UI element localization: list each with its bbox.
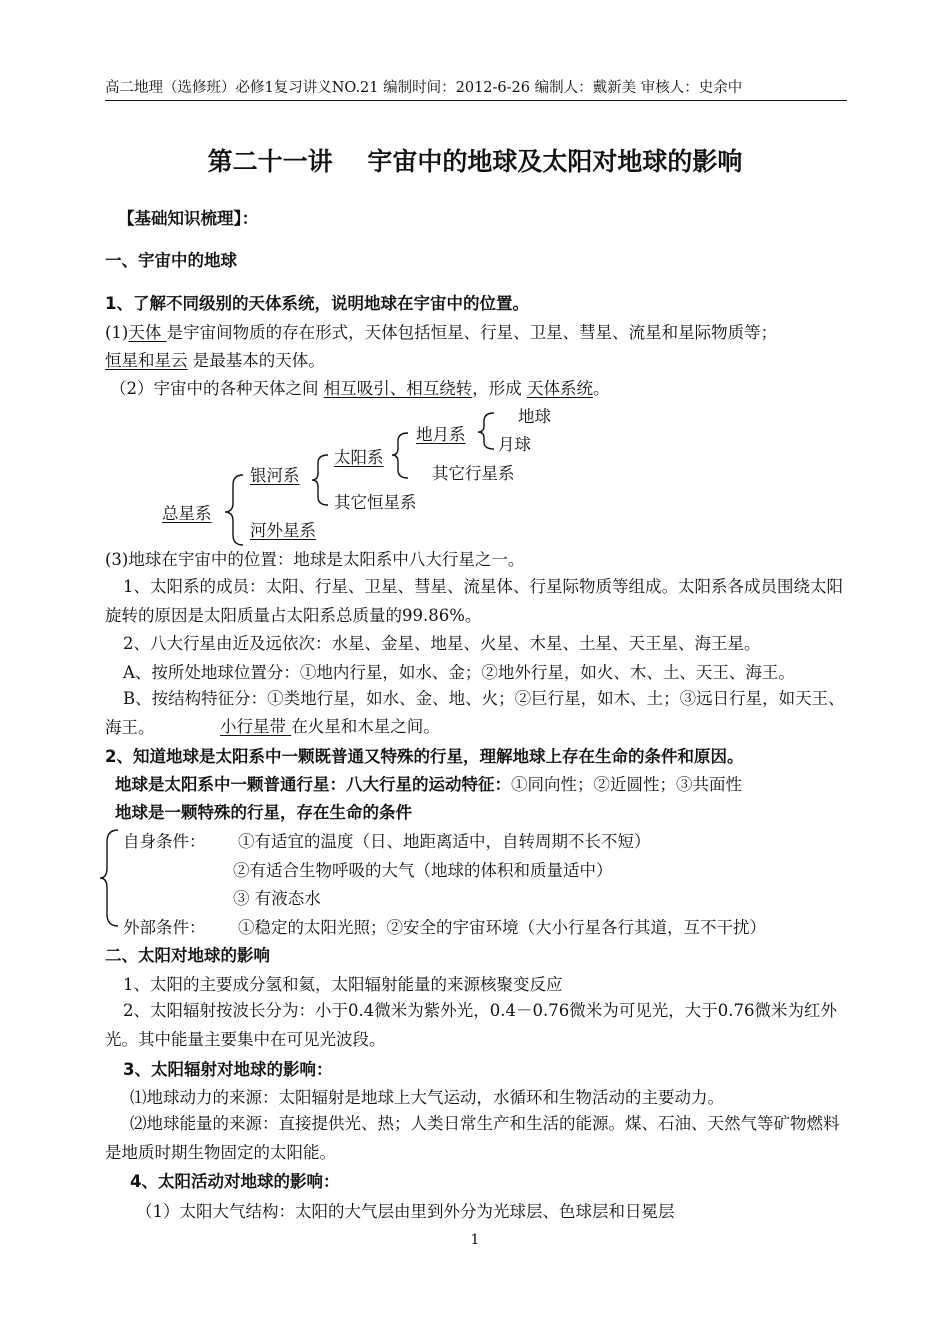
term-asteroid-belt: 小行星带 <box>220 717 292 736</box>
paragraph-earth-position: (3)地球在宇宙中的位置：地球是太阳系中八大行星之一。 <box>105 550 525 569</box>
tree-milky-way: 银河系 <box>250 466 300 485</box>
section1-question1: 1、了解不同级别的天体系统，说明地球在宇宙中的位置。 <box>105 294 529 313</box>
paragraph-solar-atmosphere: （1）太阳大气结构：太阳的大气层由里到外分为光球层、色球层和日冕层 <box>136 1202 675 1221</box>
paragraph-celestial-body-line1: (1)天体 是宇宙间物质的存在形式，天体包括恒星、行星、卫星、彗星、流星和星际物质等； <box>105 323 778 342</box>
basic-knowledge-heading: 【基础知识梳理】： <box>118 209 259 228</box>
section1-heading: 一、宇宙中的地球 <box>105 251 237 270</box>
lecture-title: 第二十一讲 宇宙中的地球及太阳对地球的影响 <box>207 147 743 176</box>
self-condition-water: ③ 有液态水 <box>233 889 321 908</box>
term-celestial-body: 天体 <box>128 323 167 342</box>
tree-earth-moon-system: 地月系 <box>416 425 466 444</box>
tree-universe: 总星系 <box>162 504 212 523</box>
self-conditions-label: 自身条件： <box>123 832 206 851</box>
term-stars-nebulae: 恒星和星云 <box>105 351 188 370</box>
tree-earth: 地球 <box>518 407 551 426</box>
section2-question4: 4、太阳活动对地球的影响： <box>130 1172 340 1191</box>
section2-question3: 3、太阳辐射对地球的影响： <box>123 1060 333 1079</box>
external-condition-environment: ①稳定的太阳光照；②安全的宇宙环境（大小行星各行其道，互不干扰） <box>238 918 766 937</box>
paragraph-radiation-wavelength: 2、太阳辐射按波长分为：小于0.4微米为紫外光，0.4－0.76微米为可见光，大于0.76微米为红外光。其中能量主要集中在可见光波段。 <box>105 1001 837 1049</box>
paragraph-energy-source: ⑵地球能量的来源：直接提供光、热；人类日常生产和生活的能源。煤、石油、天然气等矿物燃料是地质时期生物固定的太阳能。 <box>105 1114 840 1162</box>
paragraph-classification-structure: B、按结构特征分：①类地行星，如水、金、地、火；②巨行星，如木、土；③远日行星，如天王、海王。 <box>105 689 845 737</box>
paragraph-celestial-system: （2）宇宙中的各种天体之间 相互吸引、相互绕转，形成 天体系统。 <box>110 379 610 398</box>
term-celestial-system: 天体系统 <box>527 379 593 398</box>
tree-other-star-systems: 其它恒星系 <box>334 493 417 512</box>
page-number: 1 <box>470 1232 480 1248</box>
tree-solar-system: 太阳系 <box>334 448 384 467</box>
tree-extragalactic: 河外星系 <box>250 521 316 540</box>
paragraph-eight-planets: 2、八大行星由近及远依次：水星、金星、地星、火星、木星、土星、天王星、海王星。 <box>123 634 761 653</box>
tree-moon: 月球 <box>498 435 531 454</box>
paragraph-special-planet: 地球是一颗特殊的行星，存在生命的条件 <box>115 803 412 822</box>
paragraph-solar-members: 1、太阳系的成员：太阳、行星、卫星、彗星、流星体、行星际物质等组成。太阳系各成员围绕太阳旋转的原因是太阳质量占太阳系总质量的99.86%。 <box>105 577 843 625</box>
paragraph-asteroid-belt: 小行星带 在火星和木星之间。 <box>220 717 440 736</box>
paragraph-sun-composition: 1、太阳的主要成分氢和氦，太阳辐射能量的来源核聚变反应 <box>123 975 563 994</box>
page-header: 高二地理（选修班）必修1复习讲义NO.21 编制时间：2012-6-26 编制人：戴新美 审核人：史余中 <box>105 76 847 101</box>
paragraph-power-source: ⑴地球动力的来源：太阳辐射是地球上大气运动，水循环和生物活动的主要动力。 <box>130 1088 724 1107</box>
section2-heading: 二、太阳对地球的影响 <box>105 946 270 965</box>
paragraph-celestial-body-line2: 恒星和星云 是最基本的天体。 <box>105 351 325 370</box>
section1-question2: 2、知道地球是太阳系中一颗既普通又特殊的行星，理解地球上存在生命的条件和原因。 <box>105 747 744 766</box>
paragraph-ordinary-planet: 地球是太阳系中一颗普通行星：八大行星的运动特征：①同向性；②近圆性；③共面性 <box>115 775 742 794</box>
external-conditions-label: 外部条件： <box>123 918 206 937</box>
self-condition-atmosphere: ②有适合生物呼吸的大气（地球的体积和质量适中） <box>233 861 613 880</box>
term-mutual-attraction: 相互吸引、相互绕转 <box>323 379 473 398</box>
self-condition-temperature: ①有适宜的温度（日、地距离适中，自转周期不长不短） <box>238 832 651 851</box>
paragraph-classification-position: A、按所处地球位置分：①地内行星，如水、金；②地外行星，如火、木、土、天王、海王。 <box>123 663 795 682</box>
tree-other-planet-systems: 其它行星系 <box>432 464 515 483</box>
